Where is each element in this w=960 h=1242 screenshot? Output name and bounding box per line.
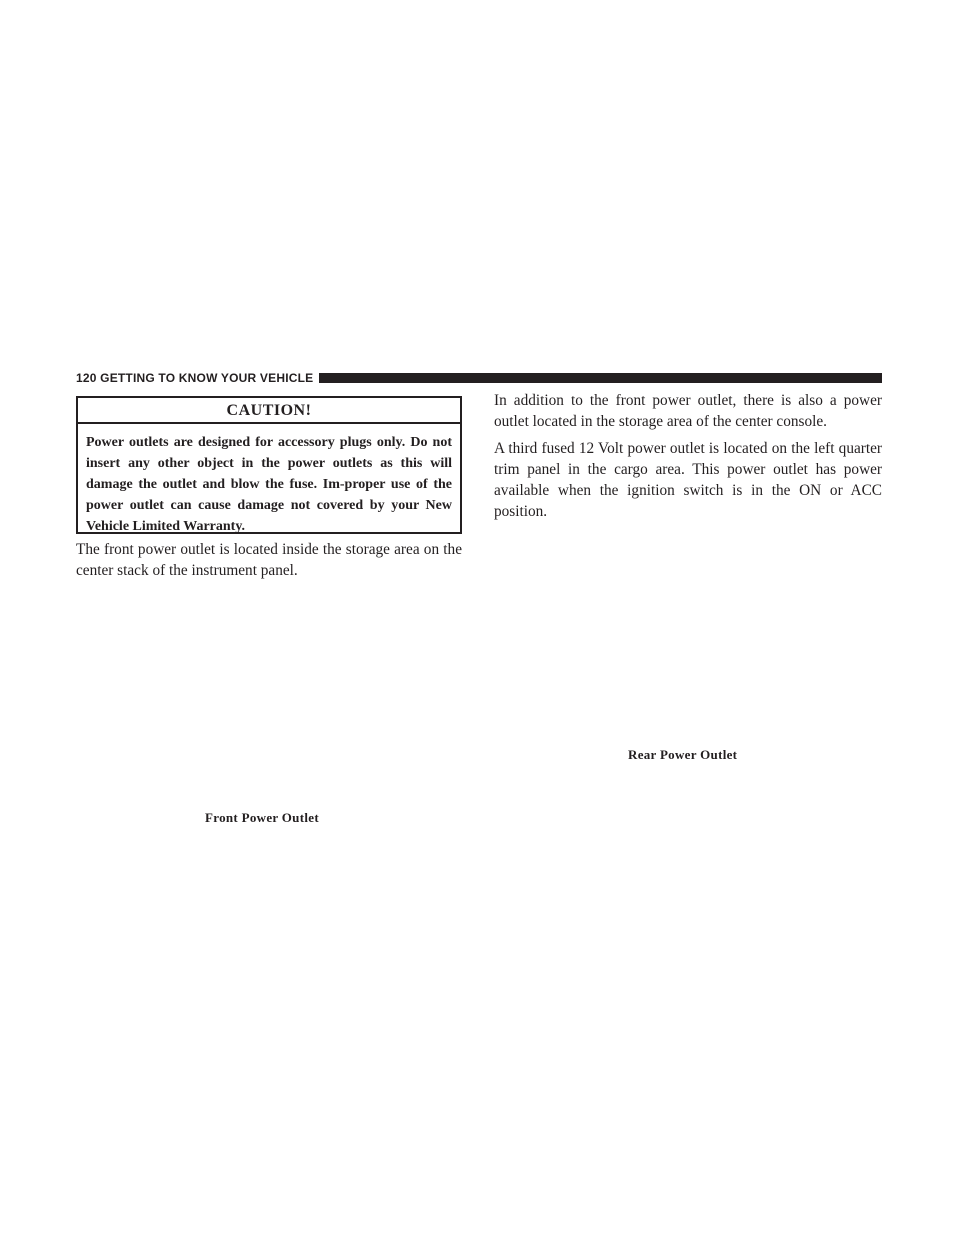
header-rule [319,373,882,383]
front-power-outlet-caption: Front Power Outlet [205,810,319,825]
rear-power-outlet-caption: Rear Power Outlet [628,747,738,762]
page-number-section-title: 120 GETTING TO KNOW YOUR VEHICLE [76,371,314,385]
caution-box [76,396,462,534]
right-column [494,390,882,528]
rear-outlet-paragraph: A third fused 12 Volt power outlet is located on the left quarter trim panel in the cargo area. This power outlet has power available when the ignition switch is in the ON or ACC position. [494,440,882,520]
caution-body: Power outlets are designed for accessory plugs only. Do not insert any other object in the power outlets as this will damage the outlet and blow the fuse. Im-proper use of the power outlet can cause damage not covered by your New Vehicle Limited Warranty. [86,435,452,534]
front-outlet-paragraph: The front power outlet is located inside the storage area on the center stack of the instrument panel. [76,541,462,579]
center-console-outlet-paragraph: In addition to the front power outlet, there is also a power outlet located in the storage area of the center console. [494,392,882,430]
caution-title: CAUTION! [78,398,460,424]
page-header [76,370,882,386]
